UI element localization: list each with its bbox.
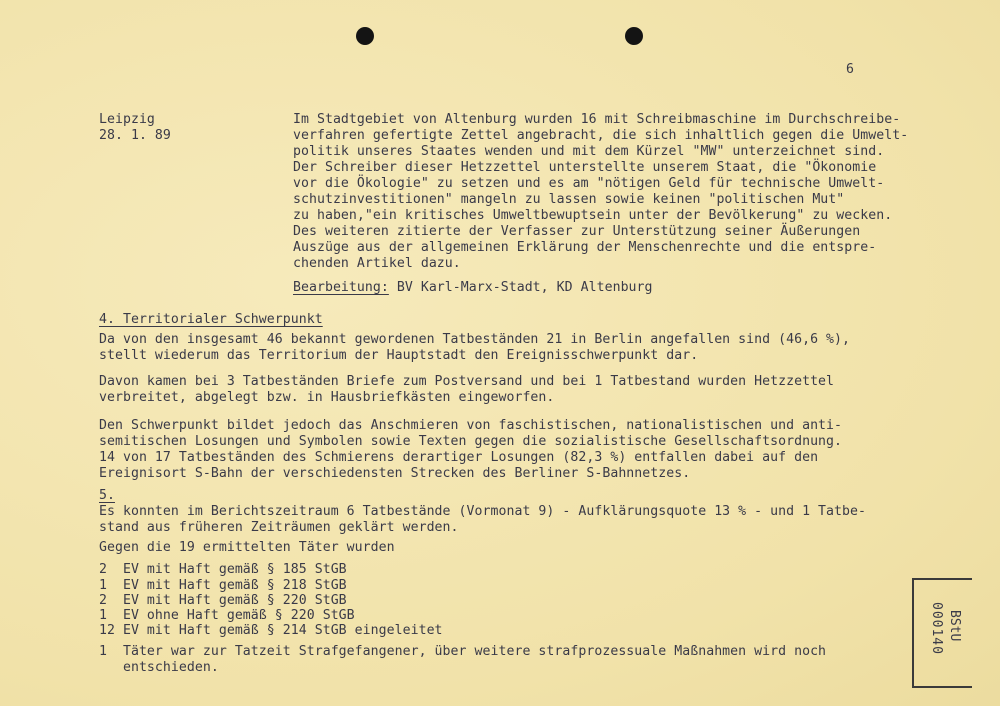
processing-value: BV Karl-Marx-Stadt, KD Altenburg <box>388 280 653 295</box>
section-5-para1-line: Es konnten im Berichtszeitraum 6 Tatbestände (Vormonat 9) - Aufklärungsquote 13 % - und 1 Tatbe- <box>99 504 866 519</box>
punch-hole-right <box>625 27 643 45</box>
stamp-org: BStU <box>947 610 962 642</box>
section-4-para3-line: 14 von 17 Tatbeständen des Schmierens derartiger Losungen (82,3 %) entfallen dabei auf den <box>99 450 819 465</box>
processing-label: Bearbeitung: <box>293 280 389 295</box>
list-item: 12 EV mit Haft gemäß § 214 StGB eingeleitet <box>99 623 443 638</box>
final-line: entschieden. <box>99 660 219 675</box>
section-4-heading: 4. Territorialer Schwerpunkt <box>99 312 323 327</box>
entry-line: zu haben,"ein kritisches Umweltbewuptsein unter der Bevölkerung" zu wecken. <box>293 208 893 223</box>
section-4-para1-line: stellt wiederum das Territorium der Hauptstadt den Ereignisschwerpunkt dar. <box>99 348 699 363</box>
final-line: 1 Täter war zur Tatzeit Strafgefangener, über weitere strafprozessuale Maßnahmen wird noch <box>99 644 827 659</box>
entry-line: Im Stadtgebiet von Altenburg wurden 16 mit Schreibmaschine im Durchschreibe- <box>293 112 901 127</box>
entry-line: verfahren gefertigte Zettel angebracht, die sich inhaltlich gegen die Umwelt- <box>293 128 909 143</box>
section-5-intro: Gegen die 19 ermittelten Täter wurden <box>99 540 395 555</box>
entry-line: Des weiteren zitierte der Verfasser zur Unterstützung seiner Äußerungen <box>293 224 861 239</box>
section-5-para1-line: stand aus früheren Zeiträumen geklärt werden. <box>99 520 459 535</box>
section-4-para2-line: Davon kamen bei 3 Tatbeständen Briefe zum Postversand und bei 1 Tatbestand wurden Hetzzettel <box>99 374 835 389</box>
list-item: 2 EV mit Haft gemäß § 185 StGB <box>99 562 347 577</box>
punch-hole-left <box>356 27 374 45</box>
list-item: 1 EV ohne Haft gemäß § 220 StGB <box>99 608 355 623</box>
stamp-number: 000140 <box>929 602 944 655</box>
list-item: 1 EV mit Haft gemäß § 218 StGB <box>99 578 347 593</box>
section-4-para2-line: verbreitet, abgelegt bzw. in Hausbriefkästen eingeworfen. <box>99 390 555 405</box>
entry-line: schutzinvestitionen" mangeln zu lassen sowie keinen "politischen Mut" <box>293 192 845 207</box>
page-number: 6 <box>846 62 854 77</box>
section-4-para3-line: semitischen Losungen und Symbolen sowie Texten gegen die sozialistische Gesellschaftsordnung. <box>99 434 843 449</box>
entry-line: chenden Artikel dazu. <box>293 256 461 271</box>
entry-line: vor die Ökologie" zu setzen und es am "nötigen Geld für technische Umwelt- <box>293 176 885 191</box>
archive-stamp <box>912 578 972 688</box>
entry-line: Auszüge aus der allgemeinen Erklärung der Menschenrechte und die entspre- <box>293 240 877 255</box>
section-5-heading: 5. <box>99 488 115 503</box>
list-item: 2 EV mit Haft gemäß § 220 StGB <box>99 593 347 608</box>
section-4-para1-line: Da von den insgesamt 46 bekannt gewordenen Tatbeständen 21 in Berlin angefallen sind (46,6 %), <box>99 332 851 347</box>
entry-line: Der Schreiber dieser Hetzzettel unterstellte unserem Staat, die "Ökonomie <box>293 160 877 175</box>
processing-line <box>293 280 653 295</box>
entry-line: politik unseres Staates wenden und mit dem Kürzel "MW" unterzeichnet sind. <box>293 144 885 159</box>
section-4-para3-line: Ereignisort S-Bahn der verschiedensten Strecken des Berliner S-Bahnnetzes. <box>99 466 691 481</box>
entry-date: 28. 1. 89 <box>99 128 171 143</box>
entry-place: Leipzig <box>99 112 155 127</box>
section-4-para3-line: Den Schwerpunkt bildet jedoch das Anschmieren von faschistischen, nationalistischen und anti- <box>99 418 843 433</box>
